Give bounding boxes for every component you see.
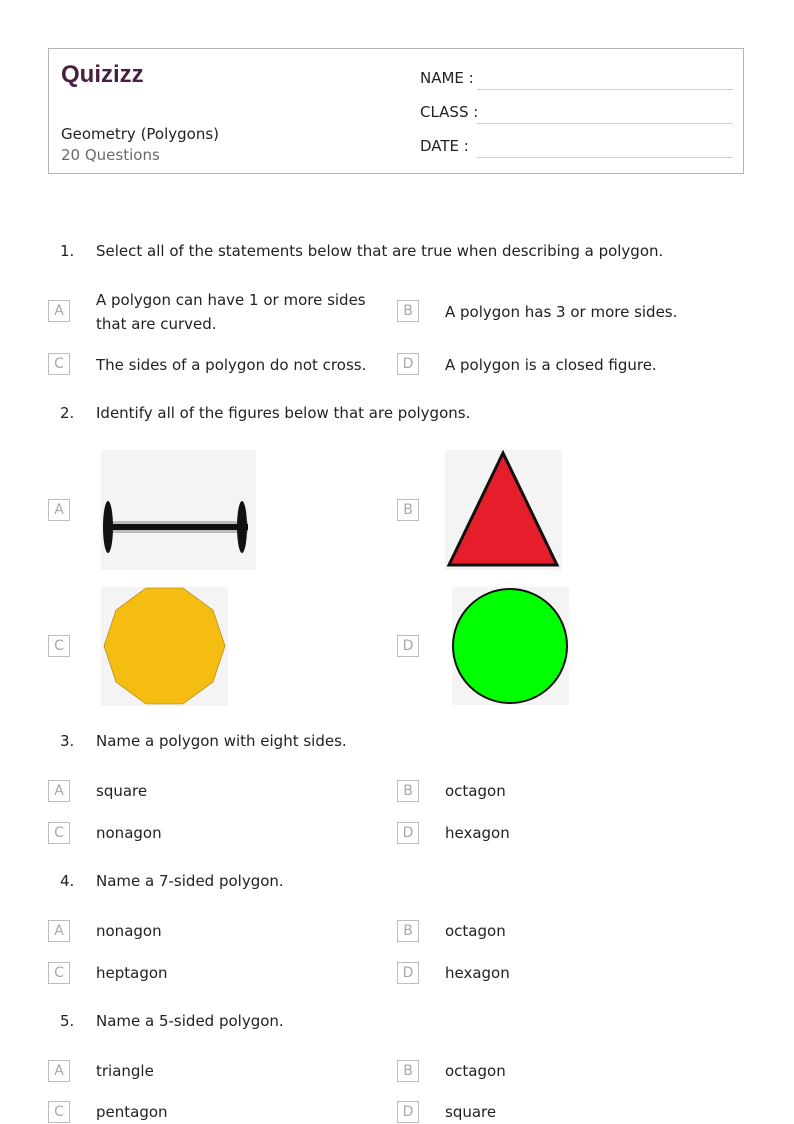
option-box-c[interactable]: C bbox=[48, 822, 70, 844]
option-box-b[interactable]: B bbox=[397, 300, 419, 322]
option-text: square bbox=[96, 782, 148, 800]
question-number: 2. bbox=[60, 404, 75, 422]
option-text: octagon bbox=[445, 922, 506, 940]
option-text: nonagon bbox=[96, 824, 162, 842]
option-box-d[interactable]: D bbox=[397, 635, 419, 657]
option-text: hexagon bbox=[445, 964, 510, 982]
option-box-b[interactable]: B bbox=[397, 780, 419, 802]
option-text: pentagon bbox=[96, 1103, 168, 1121]
question-text: Name a 7-sided polygon. bbox=[96, 872, 284, 890]
option-text: octagon bbox=[445, 782, 506, 800]
option-box-b[interactable]: B bbox=[397, 920, 419, 942]
question-number: 1. bbox=[60, 242, 75, 260]
question-number: 4. bbox=[60, 872, 75, 890]
question-text: Identify all of the figures below that are polygons. bbox=[96, 404, 471, 422]
option-box-a[interactable]: A bbox=[48, 920, 70, 942]
option-box-d[interactable]: D bbox=[397, 962, 419, 984]
logo-text: Quizizz bbox=[61, 61, 144, 88]
date-label: DATE : bbox=[420, 137, 469, 155]
worksheet-title: Geometry (Polygons) bbox=[61, 125, 220, 143]
question-text: Select all of the statements below that are true when describing a polygon. bbox=[96, 242, 664, 260]
option-text: A polygon has 3 or more sides. bbox=[445, 303, 678, 321]
option-box-a[interactable]: A bbox=[48, 1060, 70, 1082]
option-text: hexagon bbox=[445, 824, 510, 842]
option-box-a[interactable]: A bbox=[48, 300, 70, 322]
green-circle-icon bbox=[452, 587, 569, 709]
name-line[interactable] bbox=[477, 89, 733, 90]
option-text: nonagon bbox=[96, 922, 162, 940]
option-text: A polygon can have 1 or more sides that are curved. bbox=[96, 291, 366, 333]
option-box-d[interactable]: D bbox=[397, 822, 419, 844]
class-label: CLASS : bbox=[420, 103, 479, 121]
option-box-c[interactable]: C bbox=[48, 353, 70, 375]
option-box-b[interactable]: B bbox=[397, 1060, 419, 1082]
question-count: 20 Questions bbox=[61, 146, 160, 164]
option-box-d[interactable]: D bbox=[397, 353, 419, 375]
question-text: Name a 5-sided polygon. bbox=[96, 1012, 284, 1030]
option-text: square bbox=[445, 1103, 497, 1121]
red-triangle-icon bbox=[445, 450, 562, 574]
class-line[interactable] bbox=[477, 123, 733, 124]
option-text: octagon bbox=[445, 1062, 506, 1080]
option-text: heptagon bbox=[96, 964, 168, 982]
yellow-decagon-icon bbox=[101, 587, 228, 710]
option-box-c[interactable]: C bbox=[48, 1101, 70, 1123]
option-box-d[interactable]: D bbox=[397, 1101, 419, 1123]
question-number: 5. bbox=[60, 1012, 75, 1030]
quizizz-logo bbox=[61, 59, 153, 93]
name-label: NAME : bbox=[420, 69, 474, 87]
option-text: A polygon is a closed figure. bbox=[445, 356, 657, 374]
option-box-c[interactable]: C bbox=[48, 962, 70, 984]
option-box-c[interactable]: C bbox=[48, 635, 70, 657]
date-line[interactable] bbox=[477, 157, 733, 158]
line-segment-icon bbox=[101, 450, 256, 574]
question-number: 3. bbox=[60, 732, 75, 750]
option-box-b[interactable]: B bbox=[397, 499, 419, 521]
worksheet-header bbox=[48, 48, 744, 174]
option-text: triangle bbox=[96, 1062, 154, 1080]
question-text: Name a polygon with eight sides. bbox=[96, 732, 347, 750]
option-text: The sides of a polygon do not cross. bbox=[96, 356, 367, 374]
option-box-a[interactable]: A bbox=[48, 499, 70, 521]
option-box-a[interactable]: A bbox=[48, 780, 70, 802]
